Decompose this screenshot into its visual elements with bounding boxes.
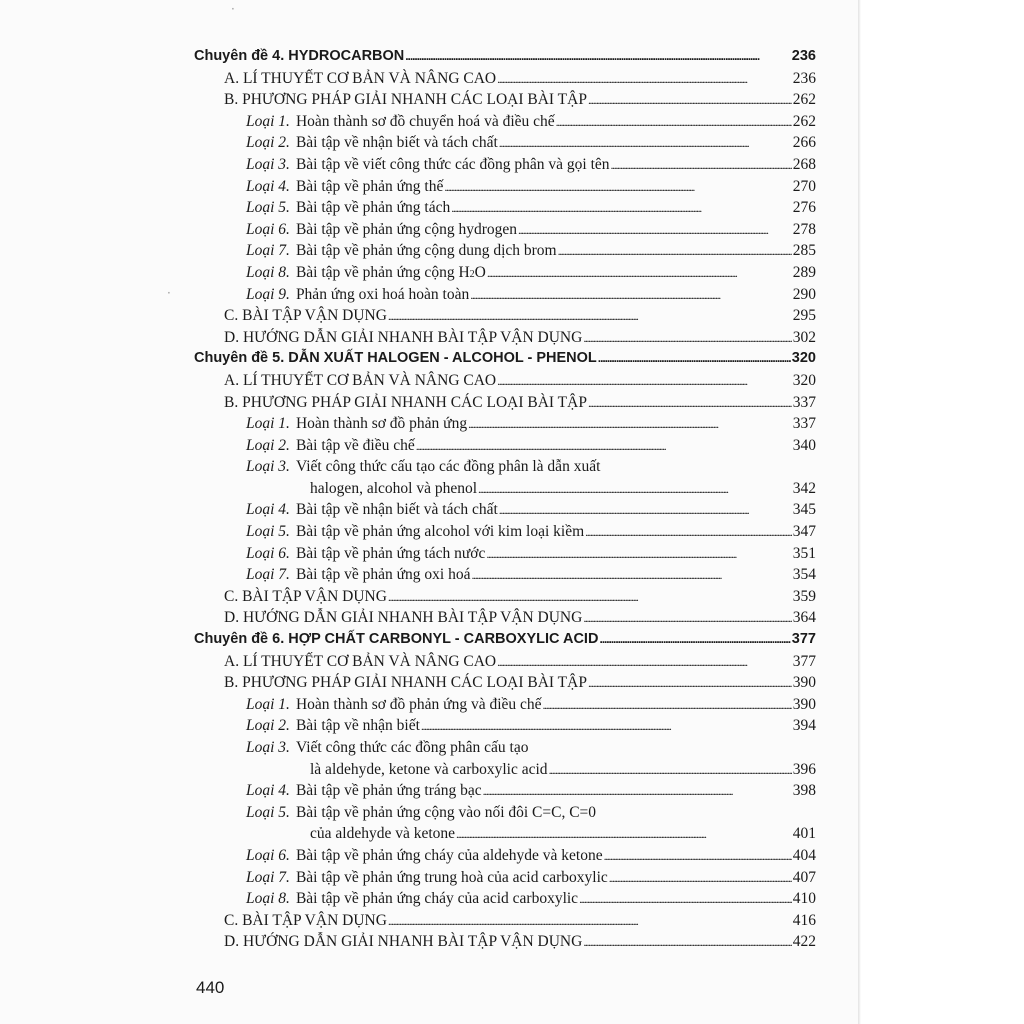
- chapter-page-number: 236: [791, 48, 816, 64]
- dot-leader: [609, 869, 792, 887]
- exercise-type-entry: [194, 804, 816, 826]
- exercise-type-text: Bài tập về phản ứng trung hoà của acid carboxylic: [295, 868, 608, 886]
- exercise-type-label: Loại 5.: [246, 803, 290, 821]
- dot-leader: [588, 674, 792, 692]
- dot-leader: [478, 480, 792, 498]
- section-page-number: 262: [792, 91, 816, 109]
- exercise-type-label: Loại 5.: [246, 523, 290, 541]
- exercise-type-text: Bài tập về phản ứng cộng hydrogen: [295, 220, 517, 238]
- exercise-type-entry: [194, 199, 816, 221]
- exercise-type-label: Loại 4.: [246, 501, 290, 519]
- exercise-type-entry: [194, 890, 816, 912]
- dot-leader: [388, 588, 792, 606]
- exercise-type-text: Viết công thức cấu tạo các đồng phân là dẫn xuất: [295, 458, 601, 476]
- dot-leader: [579, 890, 792, 908]
- section-entry: [194, 91, 816, 113]
- exercise-type-page-number: 342: [792, 479, 816, 497]
- exercise-type-entry: [194, 782, 816, 804]
- section-entry: [194, 307, 816, 329]
- exercise-type-text: Bài tập về phản ứng tráng bạc: [295, 782, 482, 800]
- section-page-number: 422: [792, 933, 816, 951]
- exercise-type-entry: [194, 566, 816, 588]
- chapter-heading: [194, 350, 816, 372]
- exercise-type-label: Loại 1.: [246, 112, 290, 130]
- exercise-type-page-number: 285: [792, 242, 816, 260]
- exercise-type-page-number: 262: [792, 112, 816, 130]
- exercise-type-text-cont: halogen, alcohol và phenol: [310, 479, 478, 497]
- exercise-type-text: Bài tập về phản ứng cộng vào nối đôi C=C, C=0: [295, 803, 597, 821]
- exercise-type-label: Loại 7.: [246, 566, 290, 584]
- section-page-number: 302: [792, 328, 816, 346]
- section-label: B. PHƯƠNG PHÁP GIẢI NHANH CÁC LOẠI BÀI TẬP: [224, 674, 587, 692]
- section-label: D. HƯỚNG DẪN GIẢI NHANH BÀI TẬP VẬN DỤNG: [224, 933, 583, 951]
- exercise-type-label: Loại 2.: [246, 134, 290, 152]
- section-entry: [194, 912, 816, 934]
- exercise-type-page-number: 266: [792, 134, 816, 152]
- dot-leader: [518, 221, 792, 239]
- exercise-type-page-number: 390: [792, 695, 816, 713]
- dot-leader: [468, 415, 792, 433]
- section-label: B. PHƯƠNG PHÁP GIẢI NHANH CÁC LOẠI BÀI TẬP: [224, 91, 587, 109]
- section-entry: [194, 329, 816, 351]
- exercise-type-entry: [194, 458, 816, 480]
- dot-leader: [486, 545, 791, 563]
- dot-leader: [549, 761, 792, 779]
- dot-leader: [487, 264, 792, 282]
- section-entry: [194, 588, 816, 610]
- exercise-type-text: Bài tập về phản ứng oxi hoá: [295, 566, 471, 584]
- dot-leader: [499, 134, 792, 152]
- exercise-type-page-number: 268: [792, 155, 816, 173]
- chapter-heading: [194, 48, 816, 70]
- exercise-type-label: Loại 4.: [246, 177, 290, 195]
- exercise-type-entry: [194, 717, 816, 739]
- section-label: A. LÍ THUYẾT CƠ BẢN VÀ NÂNG CAO: [224, 652, 497, 670]
- table-of-contents: [194, 48, 816, 955]
- chapter-title: Chuyên đề 4. HYDROCARBON: [194, 48, 405, 64]
- section-page-number: 359: [792, 587, 816, 605]
- exercise-type-text: Bài tập về phản ứng tách nước: [295, 544, 486, 562]
- exercise-type-label: Loại 6.: [246, 220, 290, 238]
- dot-leader: [499, 501, 792, 519]
- exercise-type-label: Loại 6.: [246, 544, 290, 562]
- exercise-type-page-number: 396: [792, 760, 816, 778]
- exercise-type-text: Bài tập về phản ứng cộng H: [295, 263, 470, 281]
- exercise-type-page-number: 290: [792, 285, 816, 303]
- dot-leader: [497, 653, 792, 671]
- dot-leader: [558, 242, 792, 260]
- dot-leader: [388, 307, 792, 325]
- dot-leader: [556, 113, 792, 131]
- exercise-type-label: Loại 6.: [246, 846, 290, 864]
- dot-leader: [405, 48, 791, 64]
- dot-leader: [388, 912, 792, 930]
- dot-leader: [444, 178, 791, 196]
- section-page-number: 236: [792, 69, 816, 87]
- exercise-type-text-cont: là aldehyde, ketone và carboxylic acid: [310, 760, 548, 778]
- section-label: C. BÀI TẬP VẬN DỤNG: [224, 307, 387, 325]
- exercise-type-page-number: 276: [792, 199, 816, 217]
- chapter-title: Chuyên đề 5. DẪN XUẤT HALOGEN - ALCOHOL - PHENOL: [194, 350, 597, 367]
- exercise-type-entry: [194, 156, 816, 178]
- dot-leader: [588, 394, 792, 412]
- dot-leader: [585, 523, 792, 541]
- exercise-type-entry: [194, 696, 816, 718]
- chapter-title: Chuyên đề 6. HỢP CHẤT CARBONYL - CARBOXYLIC ACID: [194, 631, 599, 648]
- dot-leader: [604, 847, 792, 865]
- exercise-type-text: Bài tập về phản ứng thế: [295, 177, 444, 195]
- exercise-type-label: Loại 7.: [246, 868, 290, 886]
- section-page-number: 416: [792, 911, 816, 929]
- exercise-type-text-after: O: [474, 263, 486, 281]
- exercise-type-label: Loại 4.: [246, 782, 290, 800]
- exercise-type-label: Loại 1.: [246, 695, 290, 713]
- exercise-type-continuation: [194, 480, 816, 502]
- exercise-type-text: Bài tập về nhận biết và tách chất: [295, 501, 498, 519]
- chapter-page-number: 320: [791, 350, 816, 367]
- exercise-type-entry: [194, 113, 816, 135]
- exercise-type-label: Loại 1.: [246, 415, 290, 433]
- section-entry: [194, 394, 816, 416]
- dot-leader: [588, 91, 792, 109]
- exercise-type-text: Phản ứng oxi hoá hoàn toàn: [295, 285, 470, 303]
- exercise-type-entry: [194, 242, 816, 264]
- page-edge-shadow: [858, 0, 861, 1024]
- exercise-type-page-number: 289: [792, 263, 816, 281]
- dot-leader: [416, 437, 792, 455]
- exercise-type-page-number: 407: [792, 868, 816, 886]
- section-page-number: 295: [792, 307, 816, 325]
- section-page-number: 320: [792, 371, 816, 389]
- dot-leader: [470, 286, 792, 304]
- exercise-type-page-number: 345: [792, 501, 816, 519]
- exercise-type-text: Bài tập về nhận biết và tách chất: [295, 134, 498, 152]
- exercise-type-text: Bài tập về phản ứng cộng dung dịch brom: [295, 242, 557, 260]
- dot-leader: [451, 199, 792, 217]
- exercise-type-entry: [194, 523, 816, 545]
- exercise-type-page-number: 278: [792, 220, 816, 238]
- exercise-type-entry: [194, 286, 816, 308]
- section-label: C. BÀI TẬP VẬN DỤNG: [224, 911, 387, 929]
- section-page-number: 337: [792, 393, 816, 411]
- exercise-type-page-number: 340: [792, 436, 816, 454]
- section-entry: [194, 933, 816, 955]
- exercise-type-continuation: [194, 761, 816, 783]
- exercise-type-entry: [194, 264, 816, 286]
- section-label: C. BÀI TẬP VẬN DỤNG: [224, 587, 387, 605]
- dot-leader: [421, 717, 792, 735]
- exercise-type-text: Viết công thức các đồng phân cấu tạo: [295, 739, 529, 756]
- exercise-type-page-number: 404: [792, 846, 816, 864]
- section-entry: [194, 609, 816, 631]
- exercise-type-page-number: 401: [792, 825, 816, 843]
- exercise-type-entry: [194, 134, 816, 156]
- section-label: D. HƯỚNG DẪN GIẢI NHANH BÀI TẬP VẬN DỤNG: [224, 328, 583, 346]
- dot-leader: [583, 329, 791, 347]
- exercise-type-text: Bài tập về nhận biết: [295, 717, 420, 735]
- page-number: 440: [196, 978, 225, 997]
- section-page-number: 364: [792, 609, 816, 627]
- exercise-type-page-number: 270: [792, 177, 816, 195]
- exercise-type-entry: [194, 221, 816, 243]
- exercise-type-entry: [194, 739, 816, 761]
- section-label: B. PHƯƠNG PHÁP GIẢI NHANH CÁC LOẠI BÀI TẬP: [224, 393, 587, 411]
- exercise-type-entry: [194, 545, 816, 567]
- exercise-type-text: Bài tập về phản ứng cháy của acid carboxylic: [295, 890, 579, 908]
- exercise-type-page-number: 394: [792, 717, 816, 735]
- exercise-type-entry: [194, 847, 816, 869]
- exercise-type-page-number: 410: [792, 890, 816, 908]
- exercise-type-entry: [194, 501, 816, 523]
- exercise-type-label: Loại 3.: [246, 458, 290, 476]
- section-label: A. LÍ THUYẾT CƠ BẢN VÀ NÂNG CAO: [224, 371, 497, 389]
- exercise-type-label: Loại 5.: [246, 199, 290, 217]
- exercise-type-page-number: 347: [792, 523, 816, 541]
- exercise-type-text: Bài tập về phản ứng cháy của aldehyde và ketone: [295, 846, 603, 864]
- exercise-type-page-number: 337: [792, 415, 816, 433]
- exercise-type-label: Loại 7.: [246, 242, 290, 260]
- exercise-type-text: Hoàn thành sơ đồ chuyển hoá và điều chế: [295, 112, 555, 130]
- dot-leader: [497, 372, 792, 390]
- exercise-type-label: Loại 3.: [246, 155, 290, 173]
- section-entry: [194, 70, 816, 92]
- exercise-type-page-number: 354: [792, 566, 816, 584]
- exercise-type-text-cont: của aldehyde và ketone: [310, 825, 456, 843]
- section-page-number: 390: [792, 674, 816, 692]
- exercise-type-label: Loại 3.: [246, 739, 290, 756]
- exercise-type-label: Loại 2.: [246, 436, 290, 454]
- exercise-type-page-number: 398: [792, 782, 816, 800]
- exercise-type-entry: [194, 178, 816, 200]
- scan-speck: ·: [231, 2, 235, 16]
- dot-leader: [611, 156, 792, 174]
- dot-leader: [456, 825, 792, 843]
- section-label: A. LÍ THUYẾT CƠ BẢN VÀ NÂNG CAO: [224, 69, 497, 87]
- section-entry: [194, 674, 816, 696]
- exercise-type-page-number: 351: [792, 544, 816, 562]
- section-entry: [194, 653, 816, 675]
- subscript: 2: [469, 268, 475, 280]
- exercise-type-text: Bài tập về điều chế: [295, 436, 415, 454]
- chapter-page-number: 377: [791, 631, 816, 648]
- dot-leader: [598, 350, 791, 366]
- dot-leader: [583, 609, 791, 627]
- section-label: D. HƯỚNG DẪN GIẢI NHANH BÀI TẬP VẬN DỤNG: [224, 609, 583, 627]
- chapter-heading: [194, 631, 816, 653]
- exercise-type-text: Hoàn thành sơ đồ phản ứng và điều chế: [295, 695, 542, 713]
- dot-leader: [497, 70, 792, 88]
- exercise-type-continuation: [194, 825, 816, 847]
- section-page-number: 377: [792, 652, 816, 670]
- exercise-type-label: Loại 8.: [246, 890, 290, 908]
- exercise-type-entry: [194, 415, 816, 437]
- exercise-type-entry: [194, 869, 816, 891]
- scan-speck: ·: [167, 286, 171, 300]
- exercise-type-label: Loại 9.: [246, 285, 290, 303]
- exercise-type-text: Bài tập về viết công thức các đồng phân và gọi tên: [295, 155, 610, 173]
- exercise-type-text: Bài tập về phản ứng alcohol với kim loại kiềm: [295, 523, 585, 541]
- dot-leader: [543, 696, 792, 714]
- dot-leader: [599, 631, 790, 647]
- exercise-type-text: Hoàn thành sơ đồ phản ứng: [295, 415, 468, 433]
- exercise-type-label: Loại 8.: [246, 263, 290, 281]
- exercise-type-text: Bài tập về phản ứng tách: [295, 199, 451, 217]
- exercise-type-entry: [194, 437, 816, 459]
- dot-leader: [483, 782, 792, 800]
- section-entry: [194, 372, 816, 394]
- exercise-type-label: Loại 2.: [246, 717, 290, 735]
- dot-leader: [472, 566, 792, 584]
- dot-leader: [583, 933, 791, 951]
